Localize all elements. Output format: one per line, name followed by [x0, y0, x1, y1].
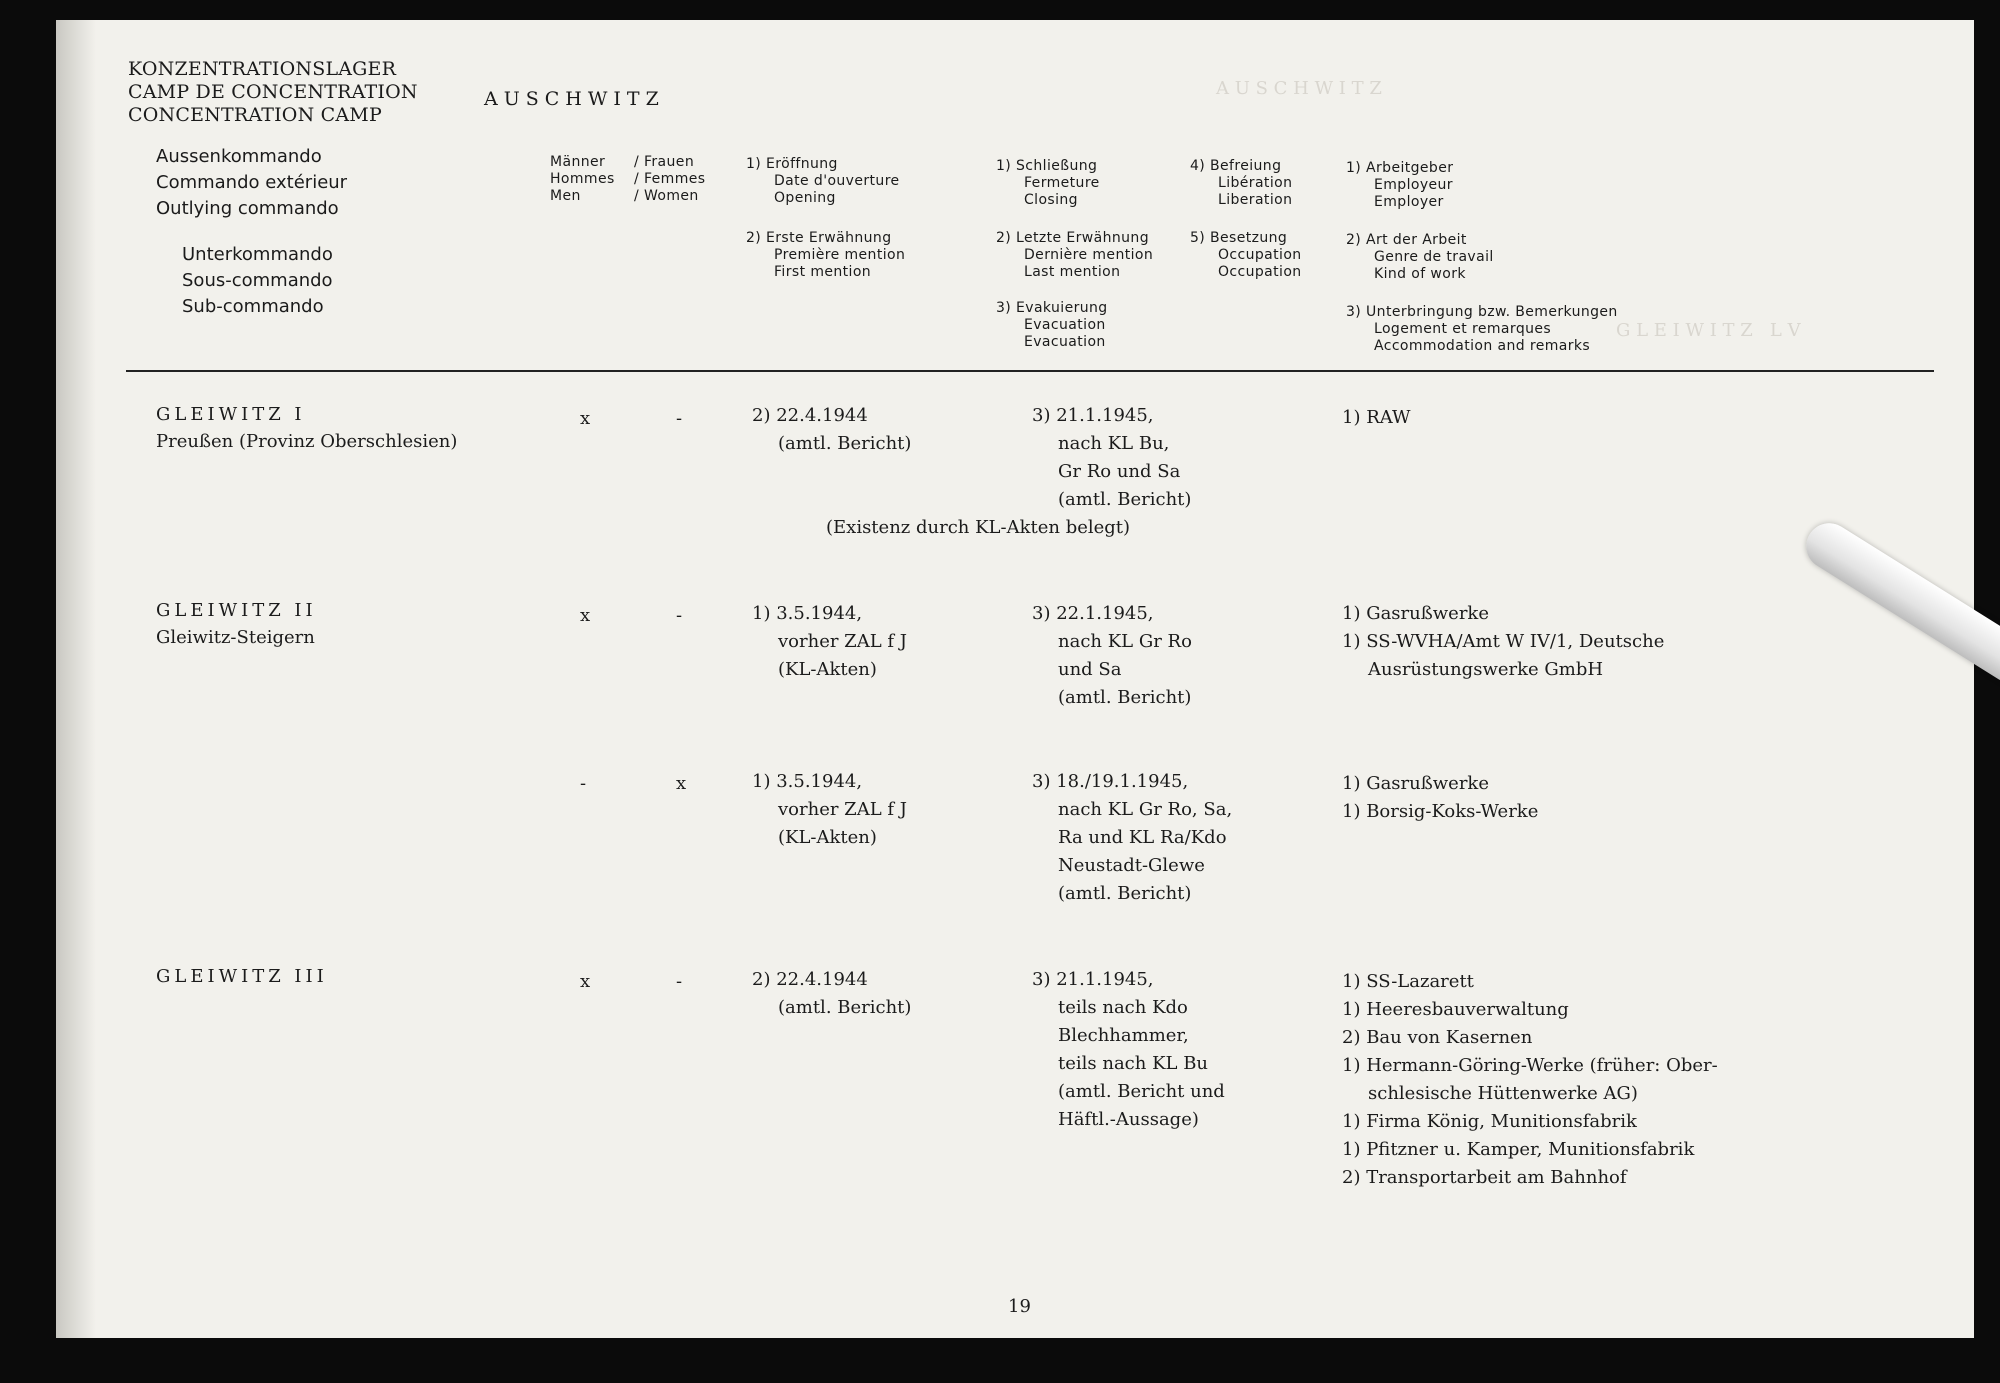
employer-line: schlesische Hüttenwerke AG): [1368, 1083, 1638, 1104]
first-mention-header: [746, 230, 905, 281]
unterkommando-label-block: [182, 242, 333, 320]
unterkommando-label-de: Unterkommando: [182, 244, 333, 265]
last-mention-header: [996, 230, 1153, 281]
kind-of-work-header: [1346, 232, 1494, 283]
opening-label-de: 1) Eröffnung: [746, 156, 838, 172]
men-mark: x: [580, 605, 591, 626]
closing-line: teils nach Kdo: [1058, 997, 1188, 1018]
entry-title: GLEIWITZ III: [156, 966, 328, 987]
opening-line: (amtl. Bericht): [778, 433, 912, 454]
closing-line: Blechhammer,: [1058, 1025, 1189, 1046]
evacuation-label-de: 3) Evakuierung: [996, 300, 1108, 316]
header-divider: [126, 370, 1934, 372]
page-number: 19: [1008, 1296, 1031, 1317]
employer-line: Ausrüstungswerke GmbH: [1368, 659, 1604, 680]
accommodation-label-fr: Logement et remarques: [1374, 321, 1552, 337]
employer-line: 2) Bau von Kasernen: [1342, 1027, 1533, 1048]
first-mention-label-de: 2) Erste Erwähnung: [746, 230, 892, 246]
men-mark: -: [580, 773, 587, 794]
liberation-label-en: Liberation: [1218, 192, 1293, 208]
occupation-label-fr: Occupation: [1218, 247, 1302, 263]
men-mark: x: [580, 408, 591, 429]
closing-line: Gr Ro und Sa: [1058, 461, 1181, 482]
opening-line: 2) 22.4.1944: [752, 405, 868, 426]
gender-men-labels: [550, 154, 615, 205]
men-label-en: Men: [550, 188, 581, 204]
employer-line: 1) Firma König, Munitionsfabrik: [1342, 1111, 1637, 1132]
employer-header: [1346, 160, 1453, 211]
opening-line: (amtl. Bericht): [778, 997, 912, 1018]
closing-cell: [1032, 402, 1191, 514]
opening-line: 1) 3.5.1944,: [752, 771, 863, 792]
opening-header: [746, 156, 900, 207]
women-mark: -: [676, 605, 683, 626]
occupation-label-de: 5) Besetzung: [1190, 230, 1288, 246]
employer-label-en: Employer: [1374, 194, 1444, 210]
closing-line: (amtl. Bericht): [1058, 883, 1192, 904]
employer-line: 1) SS-Lazarett: [1342, 971, 1474, 992]
opening-line: 2) 22.4.1944: [752, 969, 868, 990]
bleed-through-text: G L E I W I T Z L V: [1616, 320, 1801, 341]
employer-line: 1) Heeresbauverwaltung: [1342, 999, 1569, 1020]
kind-of-work-label-de: 2) Art der Arbeit: [1346, 232, 1467, 248]
opening-line: vorher ZAL f J: [778, 631, 907, 652]
entry-subtitle: Preußen (Provinz Oberschlesien): [156, 431, 458, 452]
entry-note: (Existenz durch KL-Akten belegt): [826, 517, 1131, 538]
men-label-de: Männer: [550, 154, 606, 170]
unterkommando-label-fr: Sous-commando: [182, 270, 333, 291]
closing-line: und Sa: [1058, 659, 1122, 680]
closing-cell: [1032, 966, 1225, 1134]
kind-of-work-label-en: Kind of work: [1374, 266, 1466, 282]
employer-line: 2) Transportarbeit am Bahnhof: [1342, 1167, 1627, 1188]
closing-line: nach KL Bu,: [1058, 433, 1170, 454]
employer-line: 1) Hermann-Göring-Werke (früher: Ober-: [1342, 1055, 1718, 1076]
document-page: [56, 20, 1974, 1338]
kommando-label-de: Aussenkommando: [156, 146, 322, 167]
kommando-label-fr: Commando extérieur: [156, 172, 348, 193]
last-mention-label-en: Last mention: [1024, 264, 1121, 280]
opening-line: 1) 3.5.1944,: [752, 603, 863, 624]
closing-label-de: 1) Schließung: [996, 158, 1098, 174]
women-label-fr: / Femmes: [634, 171, 706, 187]
entry-subtitle: Gleiwitz-Steigern: [156, 627, 315, 648]
closing-line: (amtl. Bericht und: [1058, 1081, 1225, 1102]
closing-line: nach KL Gr Ro: [1058, 631, 1192, 652]
occupation-label-en: Occupation: [1218, 264, 1302, 280]
kommando-label-en: Outlying commando: [156, 198, 339, 219]
employer-line: 1) Gasrußwerke: [1342, 773, 1489, 794]
camp-label-fr: CAMP DE CONCENTRATION: [128, 81, 418, 103]
accommodation-label-de: 3) Unterbringung bzw. Bemerkungen: [1346, 304, 1618, 320]
closing-line: (amtl. Bericht): [1058, 489, 1192, 510]
kind-of-work-label-fr: Genre de travail: [1374, 249, 1494, 265]
employer-line: 1) SS-WVHA/Amt W IV/1, Deutsche: [1342, 631, 1665, 652]
closing-line: nach KL Gr Ro, Sa,: [1058, 799, 1233, 820]
evacuation-label-en: Evacuation: [1024, 334, 1106, 350]
employer-line: 1) Pfitzner u. Kamper, Munitionsfabrik: [1342, 1139, 1695, 1160]
binding-gutter: [56, 20, 96, 1338]
closing-line: 3) 22.1.1945,: [1032, 603, 1154, 624]
opening-line: (KL-Akten): [778, 659, 877, 680]
evacuation-label-fr: Evacuation: [1024, 317, 1106, 333]
employer-cell: [1342, 968, 1718, 1192]
opening-label-fr: Date d'ouverture: [774, 173, 900, 189]
employer-line: 1) Borsig-Koks-Werke: [1342, 801, 1539, 822]
women-label-en: / Women: [634, 188, 699, 204]
opening-cell: [752, 768, 907, 852]
bleed-through-text: A U S C H W I T Z: [1216, 78, 1382, 99]
opening-cell: [752, 402, 911, 458]
employer-cell: [1342, 770, 1538, 826]
liberation-label-fr: Libération: [1218, 175, 1293, 191]
closing-label-en: Closing: [1024, 192, 1078, 208]
first-mention-label-fr: Première mention: [774, 247, 906, 263]
kommando-label-block: [156, 144, 347, 222]
opening-line: vorher ZAL f J: [778, 799, 907, 820]
opening-cell: [752, 600, 907, 684]
employer-line: 1) RAW: [1342, 407, 1411, 428]
camp-label-en: CONCENTRATION CAMP: [128, 104, 382, 126]
closing-line: 3) 18./19.1.1945,: [1032, 771, 1189, 792]
employer-line: 1) Gasrußwerke: [1342, 603, 1489, 624]
closing-line: teils nach KL Bu: [1058, 1053, 1209, 1074]
women-mark: x: [676, 773, 687, 794]
closing-cell: [1032, 600, 1192, 712]
entry-title: GLEIWITZ I: [156, 404, 306, 425]
liberation-label-de: 4) Befreiung: [1190, 158, 1282, 174]
accommodation-label-en: Accommodation and remarks: [1374, 338, 1591, 354]
evacuation-header: [996, 300, 1108, 351]
opening-line: (KL-Akten): [778, 827, 877, 848]
closing-label-fr: Fermeture: [1024, 175, 1100, 191]
men-label-fr: Hommes: [550, 171, 615, 187]
camp-label-de: KONZENTRATIONSLAGER: [128, 58, 397, 80]
employer-label-fr: Employeur: [1374, 177, 1453, 193]
closing-line: 3) 21.1.1945,: [1032, 969, 1154, 990]
men-mark: x: [580, 971, 591, 992]
employer-cell: [1342, 600, 1664, 684]
closing-line: Ra und KL Ra/Kdo: [1058, 827, 1227, 848]
employer-label-de: 1) Arbeitgeber: [1346, 160, 1454, 176]
first-mention-label-en: First mention: [774, 264, 872, 280]
camp-label-block: [128, 58, 418, 127]
last-mention-label-fr: Dernière mention: [1024, 247, 1154, 263]
opening-label-en: Opening: [774, 190, 836, 206]
unterkommando-label-en: Sub-commando: [182, 296, 324, 317]
occupation-header: [1190, 230, 1302, 281]
women-mark: -: [676, 408, 683, 429]
closing-cell: [1032, 768, 1232, 908]
entry-title: GLEIWITZ II: [156, 600, 317, 621]
gender-women-labels: [634, 154, 705, 205]
women-label-de: / Frauen: [634, 154, 695, 170]
closing-line: Häftl.-Aussage): [1058, 1109, 1199, 1130]
closing-line: Neustadt-Glewe: [1058, 855, 1205, 876]
opening-cell: [752, 966, 911, 1022]
last-mention-label-de: 2) Letzte Erwähnung: [996, 230, 1149, 246]
accommodation-header: [1346, 304, 1618, 355]
employer-cell: [1342, 404, 1411, 432]
liberation-header: [1190, 158, 1292, 209]
closing-line: (amtl. Bericht): [1058, 687, 1192, 708]
closing-header: [996, 158, 1100, 209]
main-camp-name: AUSCHWITZ: [484, 88, 665, 110]
women-mark: -: [676, 971, 683, 992]
closing-line: 3) 21.1.1945,: [1032, 405, 1154, 426]
